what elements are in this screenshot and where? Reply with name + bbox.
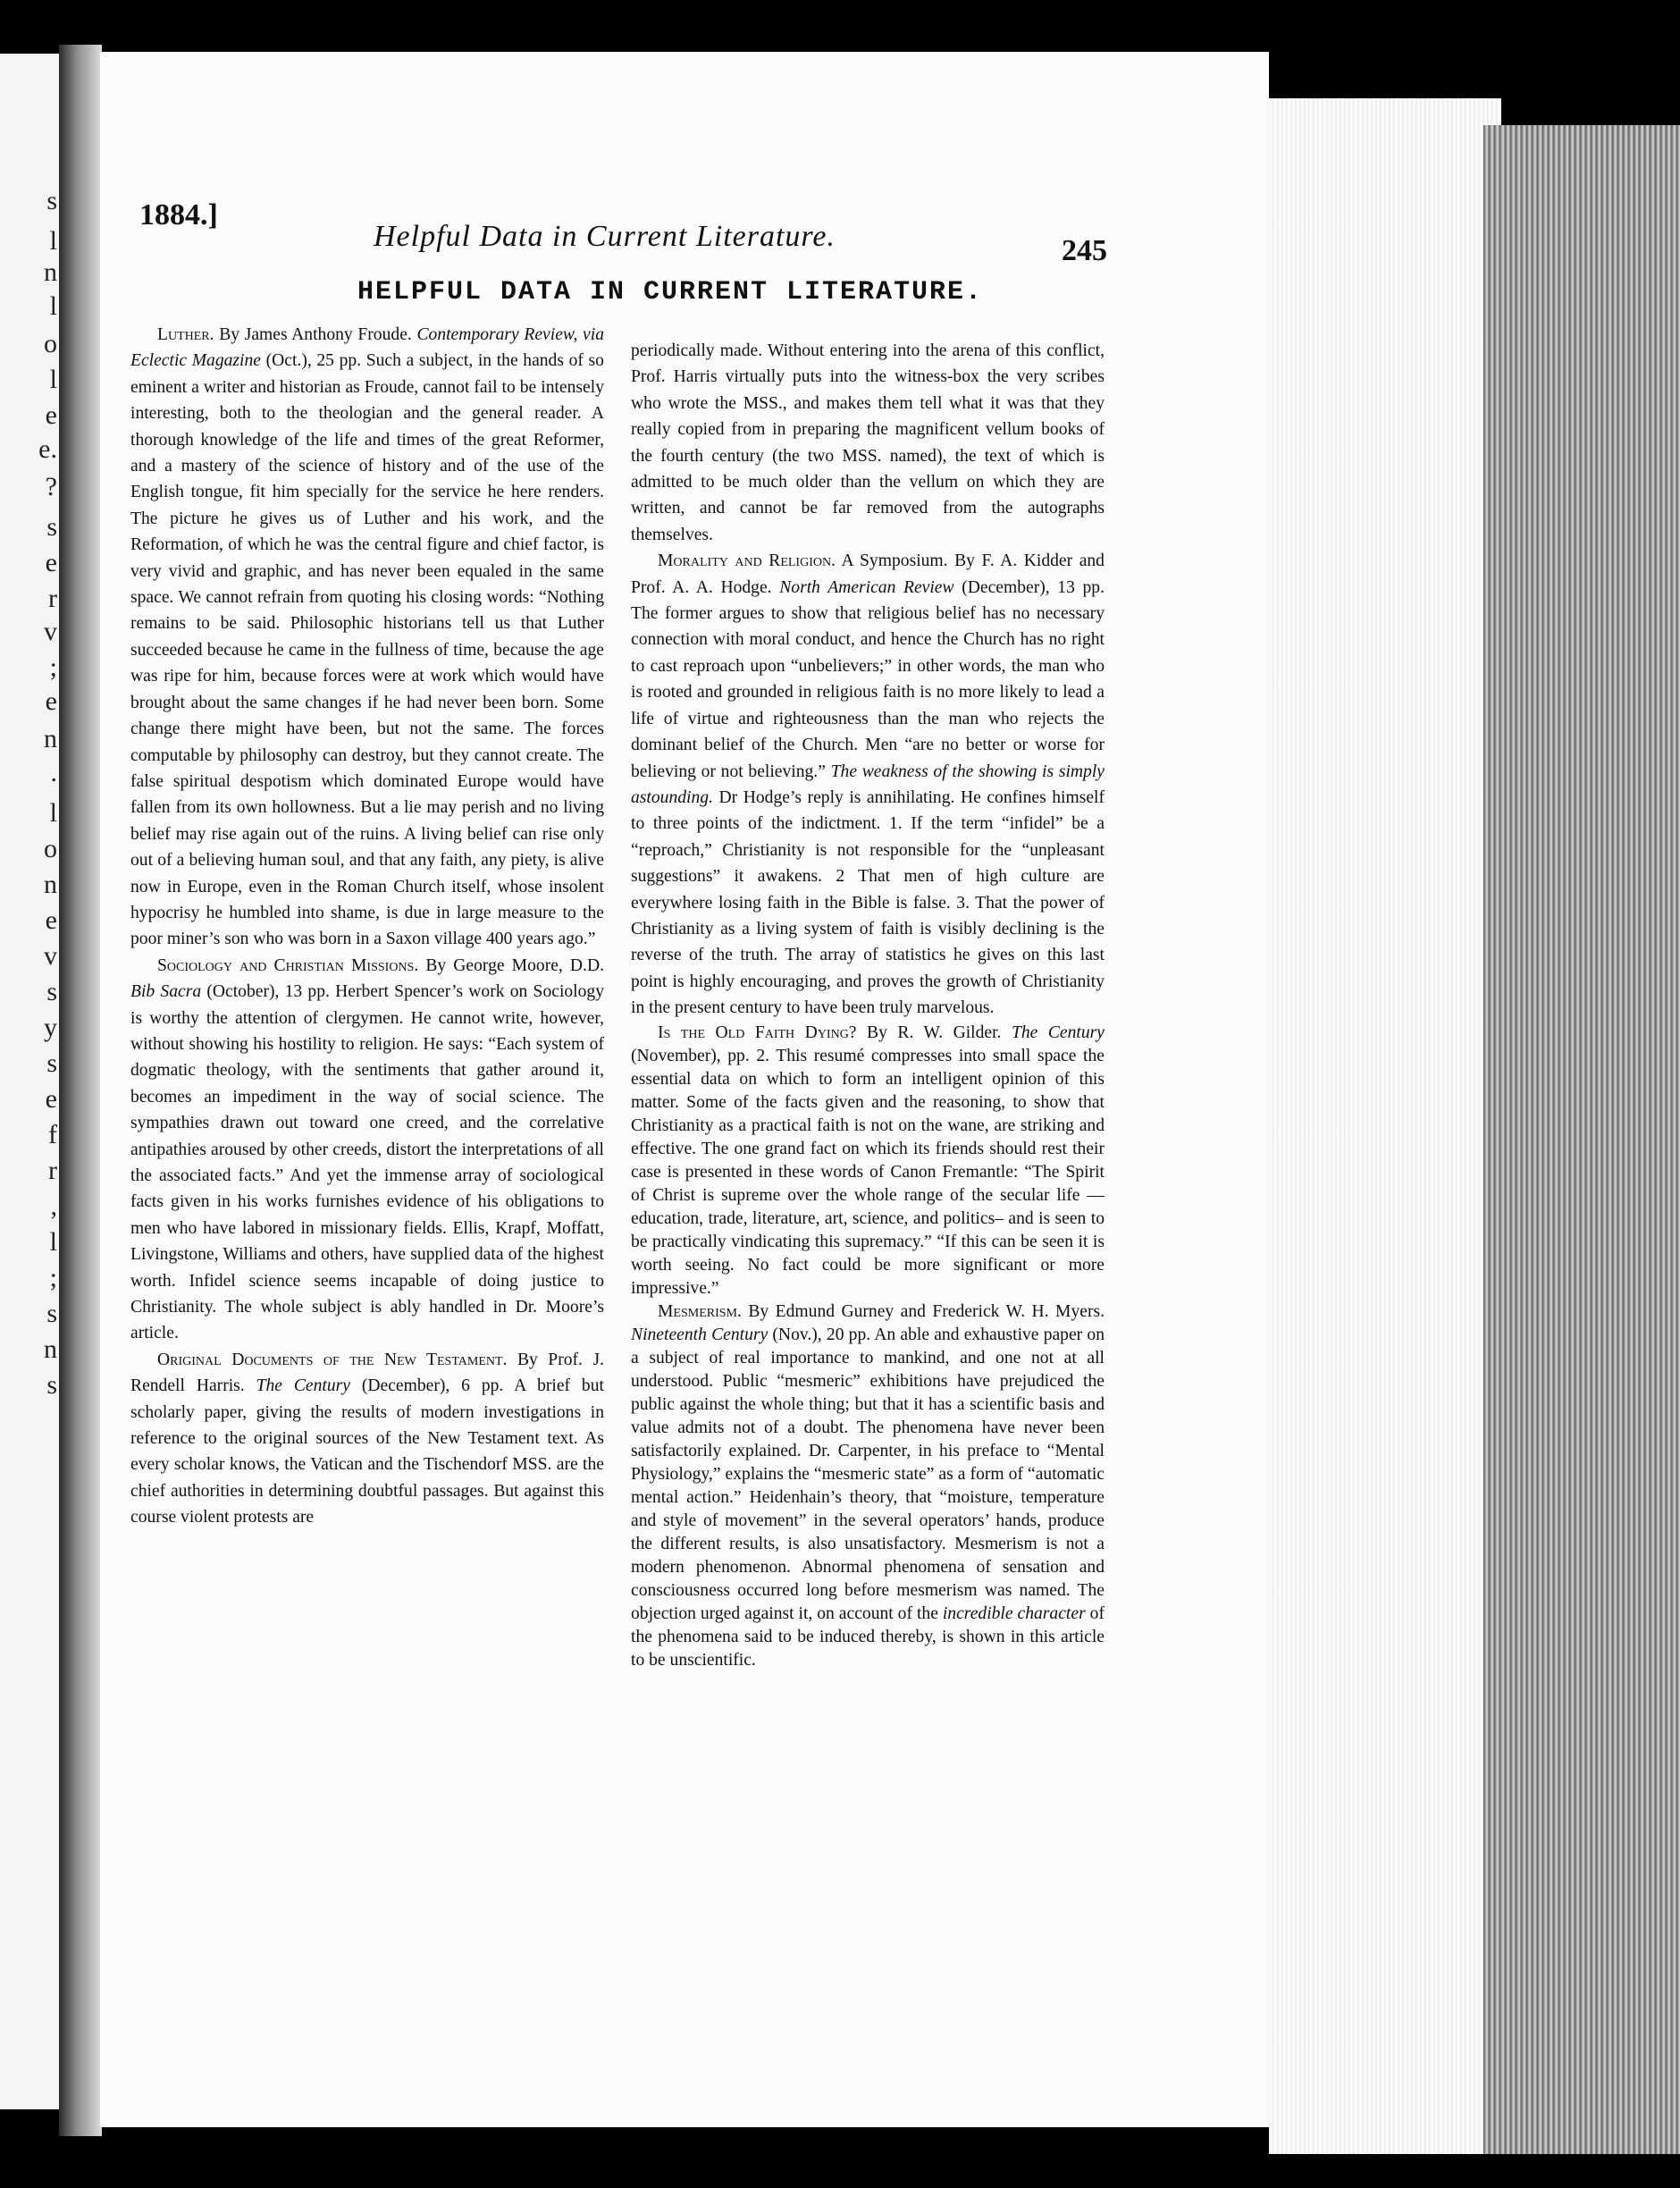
article-documents-continuation: periodically made. Without entering into the arena of this conflict, Prof. Harris virtually puts into the witness-box the very scribes who wrote the MSS., and makes them tell what it was that they really copied from in preparing the magnificent vellum books of the fourth century (the two MSS. named), the text of which is admitted to be much older than the vellum on which they are written, and cannot be far removed from the autographs themselves. — [631, 341, 1105, 544]
article-title: Is the Old Faith Dying? — [658, 1022, 857, 1042]
article-morality — [631, 548, 1105, 1021]
article-byline: By George Moore, D.D. — [425, 955, 604, 975]
margin-fragment: n — [44, 724, 57, 753]
margin-fragment: r — [48, 584, 57, 613]
article-title: Sociology and Christian Missions. — [157, 955, 419, 975]
article-body: This resumé compresses into small space the essential data on which to form an intelligent opinion of this matter. Some of the facts given and the reasoning, to show that Christianity as a practical faith is not on the wane, are striking and effective. The one grand fact on which its friends should rest their case is presented in these words of Canon Fremantle: “The Spirit of Christ is supreme over the whole range of the secular life —education, trade, literature, art, science, and politics– and is seen to be practically vindicating this supremacy.” “If this can be seen it is worth seeing. No fact could be more significant or more impressive.” — [631, 1046, 1105, 1298]
margin-fragment: f — [48, 1120, 57, 1149]
page-stack-edge — [1269, 98, 1501, 2154]
margin-fragment: l — [49, 798, 57, 828]
compact-text-block — [631, 1022, 1105, 1672]
article-byline: By Edmund Gurney and Frederick W. H. Myers. — [748, 1301, 1105, 1321]
article-body: The former argues to show that religious belief has no necessary connection with moral conduct, and hence the Church has no right to cast reproach upon “unbelievers;” in other words, the man who is rooted and grounded in religious faith is no more likely to lead a life of virtue and righteousness than the man who rejects the dominant belief of the Church. Men “are no better or worse for believing or not believing.” — [631, 604, 1105, 781]
margin-fragment: s — [46, 1299, 57, 1328]
article-source: The Century — [1011, 1022, 1105, 1042]
article-details: (November), pp. 2. — [631, 1046, 770, 1065]
article-byline: A Symposium. By F. A. Kidder and Prof. A. A. Hodge. — [631, 551, 1105, 597]
article-byline: By R. W. Gilder. — [867, 1022, 1002, 1042]
margin-fragment: o — [44, 834, 57, 863]
margin-fragment: e — [45, 400, 57, 430]
margin-fragment: s — [46, 512, 57, 542]
article-sociology — [130, 953, 604, 1347]
article-body-continued: Dr Hodge’s reply is annihilating. He confines himself to three points of the indictment. 1. If the term “infidel” be a “reproach,” Christianity is not responsible for the “unpleasant suggestions” it awakens. 2 That men of high culture are everywhere losing faith in the Bible is false. 3. That the power of Christianity as a living system of faith is visibly declining is the reverse of the truth. The array of statistics he gives on this last point is highly encouraging, and proves the growth of Christianity in the present century to have been truly marvelous. — [631, 787, 1105, 1018]
previous-page-edge — [0, 54, 64, 2109]
article-mesmerism — [631, 1300, 1105, 1672]
article-title: Morality and Religion. — [658, 551, 836, 571]
article-source: Contemporary Review, via Eclectic Magazine — [130, 325, 604, 371]
article-body-continued: of the phenomena said to be induced thereby, is shown in this article to be unscientific. — [631, 1603, 1105, 1670]
margin-fragment: e — [45, 1084, 57, 1114]
header-year: 1884.] — [139, 198, 218, 231]
article-title: Luther. — [157, 325, 214, 344]
section-heading: HELPFUL DATA IN CURRENT LITERATURE. — [357, 277, 984, 307]
running-title: Helpful Data in Current Literature. — [374, 220, 836, 253]
article-source: Bib Sacra — [130, 982, 202, 1002]
page-number: 245 — [1062, 234, 1107, 267]
margin-fragment: v — [44, 941, 57, 971]
article-byline: By James Anthony Froude. — [219, 325, 412, 344]
article-details: (October), 13 pp. — [206, 982, 330, 1002]
article-body: A brief but scholarly paper, giving the results of modern investigations in reference to the original sources of the New Testament text. As every scholar knows, the Vatican and the Tischendorf MSS. are the chief authorities in determining doubtful passages. But against this course violent protests are — [130, 1376, 604, 1527]
margin-fragment: l — [49, 226, 57, 256]
article-luther — [130, 322, 604, 953]
article-body: Such a subject, in the hands of so eminent a writer and historian as Froude, cannot fail to be intensely interesting, both to the theologian and the general reader. A thorough knowledge of the life and times of the great Reformer, and a mastery of the science of history and of the use of the English tongue, fit him specially for the service he here renders. The picture he gives us of Luther and his work, and the Reformation, of which he was the central figure and chief factor, is very vivid and graphic, and has never been equaled in the same space. We cannot refrain from quoting his closing words: “Nothing remains to be said. Philosophic historians tell us that Luther succeeded because he came in the fullness of time, because the age was ripe for him, because forces were at work which would have brought about the same changes if he had never been born. Some change there might have been, but not the same. The forces computable by philosophy can destroy, but they cannot create. The false spiritual despotism which dominated Europe would have fallen from its own hollowness. But a lie may perish and no living belief may rise again out of the ruins. A living belief can rise only out of a believing human soul, and that any faith, any piety, is alive now in Europe, even in the Roman Church itself, whose insolent hypocrisy he humbled into shame, is due in large measure to the poor miner’s son who was born in a Saxon village 400 years ago.” — [130, 351, 604, 949]
article-emphasis: The weakness of the showing is simply astounding. — [631, 762, 1105, 807]
article-emphasis: incredible character — [942, 1603, 1086, 1623]
article-details: (December), 6 pp. — [361, 1376, 504, 1396]
article-source: North American Review — [779, 577, 954, 597]
article-title: Mesmerism. — [658, 1301, 742, 1321]
margin-fragment: l — [49, 1227, 57, 1257]
margin-fragment: l — [49, 365, 57, 394]
margin-fragment: ? — [45, 472, 57, 501]
margin-fragment: s — [46, 1048, 57, 1078]
margin-fragment: e. — [38, 434, 57, 464]
article-details: (Nov.), 20 pp. — [772, 1325, 871, 1344]
margin-fragment: e — [45, 905, 57, 935]
article-old-faith — [631, 1022, 1105, 1300]
book-gutter — [59, 45, 102, 2136]
margin-fragment: . — [50, 758, 57, 787]
margin-fragment: s — [46, 186, 57, 215]
margin-fragment: e — [45, 548, 57, 577]
article-byline: By Prof. J. Rendell Harris. — [130, 1350, 604, 1396]
article-details: (Oct.), 25 pp. — [265, 351, 362, 371]
left-column — [130, 322, 604, 1531]
article-documents — [130, 1347, 604, 1531]
margin-fragment: s — [46, 1370, 57, 1400]
article-details: (December), 13 pp. — [962, 577, 1105, 597]
margin-fragment: v — [44, 617, 57, 646]
margin-fragment: ; — [49, 1263, 57, 1292]
margin-fragment: n — [44, 870, 57, 899]
margin-fragment: , — [50, 1191, 57, 1221]
margin-fragment: l — [49, 291, 57, 321]
right-column — [631, 338, 1105, 1672]
article-source: The Century — [256, 1376, 350, 1396]
page-stack-shadow — [1483, 125, 1680, 2154]
article-body: An able and exhaustive paper on a subject of real importance to mankind, and one not at all understood. Public “mesmeric” exhibitions have prejudiced the public against the whole thing; but that it has a scientific basis and value admits not of a doubt. The phenomena have never been satisfactorily explained. Dr. Carpenter, in his preface to “Mental Physiology,” explains the “mesmeric state” as a form of “automatic mental action.” Heidenhain’s theory, that “moisture, temperature and style of movement” in the several operators’ hands, produce the different results, is also unsatisfactory. Mesmerism is not a modern phenomenon. Abnormal phenomena of sensation and consciousness occurred long before mesmerism was named. The objection urged against it, on account of the — [631, 1325, 1105, 1623]
margin-fragment: n — [44, 1334, 57, 1364]
margin-fragment: y — [44, 1013, 57, 1042]
margin-fragment: e — [45, 686, 57, 716]
margin-fragment: o — [44, 329, 57, 358]
article-title: Original Documents of the New Testament. — [157, 1350, 508, 1369]
article-body: Herbert Spencer’s work on Sociology is worthy the attention of clergymen. He cannot write, however, without showing his hostility to religion. He says: “Each system of dogmatic theology, with the sentiments that gather around it, becomes an impediment in the way of social science. The sympathies drawn out toward one creed, and the correlative antipathies aroused by other creeds, distort the interpretations of all the associated facts.” And yet the immense array of sociological facts given in his works furnishes evidence of his obligations to men who have labored in missionary fields. Ellis, Krapf, Moffatt, Livingstone, Williams and others, have supplied data of the highest worth. Infidel science seems incapable of doing justice to Christianity. The whole subject is ably handled in Dr. Moore’s article. — [130, 982, 605, 1343]
article-source: Nineteenth Century — [631, 1325, 769, 1344]
margin-fragment: r — [48, 1156, 57, 1185]
margin-fragment: ; — [49, 652, 57, 682]
margin-fragment: s — [46, 977, 57, 1006]
margin-fragment: n — [44, 257, 57, 287]
